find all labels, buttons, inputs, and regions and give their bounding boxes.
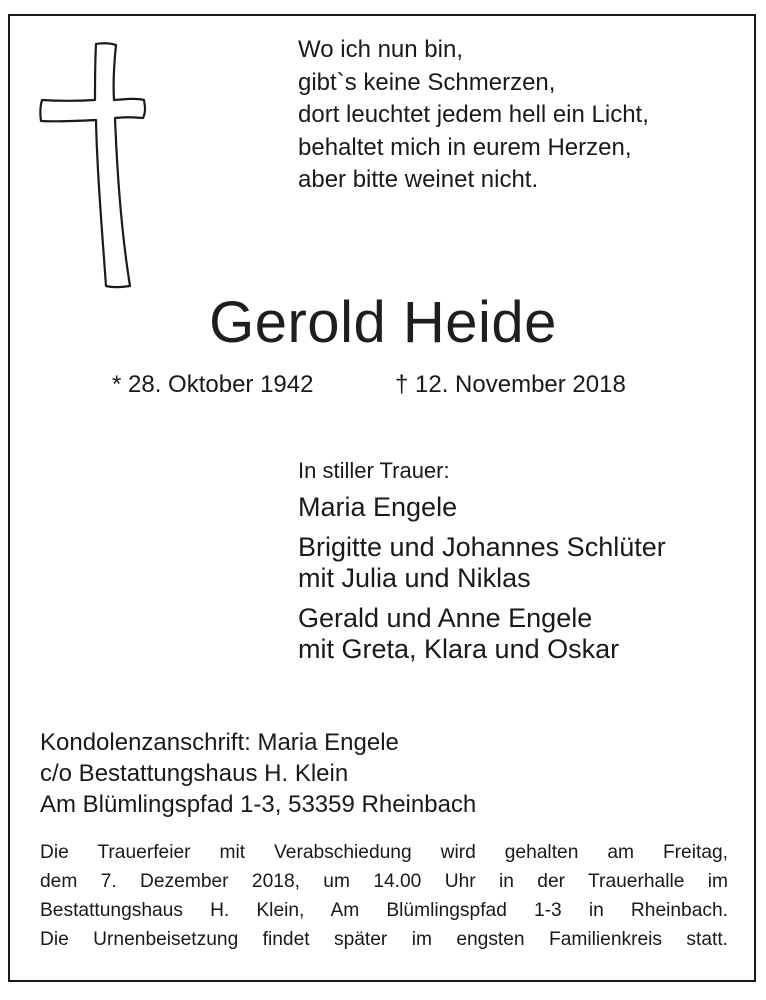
funeral-notice bbox=[40, 838, 728, 954]
cross-icon bbox=[38, 40, 148, 290]
deceased-name: Gerold Heide bbox=[209, 290, 557, 355]
address-line: Am Blümlingspfad 1-3, 53359 Rheinbach bbox=[40, 791, 477, 818]
mourner-line: Gerald und Anne Engele bbox=[298, 603, 593, 633]
poem-line: Wo ich nun bin, bbox=[298, 36, 463, 63]
poem-line: behaltet mich in eurem Herzen, bbox=[298, 133, 632, 161]
mourners-heading: In stiller Trauer: bbox=[298, 458, 450, 483]
poem-line: gibt`s keine Schmerzen, bbox=[298, 68, 556, 96]
mourner-group bbox=[298, 492, 666, 523]
mourner-line: mit Julia und Niklas bbox=[298, 563, 531, 593]
mourner-line: mit Greta, Klara und Oskar bbox=[298, 634, 620, 664]
condolence-address bbox=[40, 727, 476, 820]
poem-line: dort leuchtet jedem hell ein Licht, bbox=[298, 101, 649, 128]
mourner-group bbox=[298, 603, 666, 665]
notice-line: Bestattungshaus H. Klein, Am Blümlingspfad 1-3 in Rheinbach. bbox=[40, 900, 728, 921]
poem bbox=[298, 34, 649, 197]
address-line: c/o Bestattungshaus H. Klein bbox=[40, 760, 349, 787]
mourner-line: Maria Engele bbox=[298, 492, 458, 522]
notice-line: dem 7. Dezember 2018, um 14.00 Uhr in der Trauerhalle im bbox=[40, 871, 728, 892]
poem-line: aber bitte weinet nicht. bbox=[298, 166, 539, 193]
address-line: Kondolenzanschrift: Maria Engele bbox=[40, 729, 399, 756]
death-date: † 12. November 2018 bbox=[395, 371, 626, 398]
mourner-line: Brigitte und Johannes Schlüter bbox=[298, 532, 666, 562]
notice-line: Die Trauerfeier mit Verabschiedung wird gehalten am Freitag, bbox=[40, 842, 728, 863]
mourner-group bbox=[298, 532, 666, 594]
notice-line: Die Urnenbeisetzung findet später im engsten Familienkreis statt. bbox=[40, 929, 728, 950]
birth-date: * 28. Oktober 1942 bbox=[112, 371, 314, 398]
mourners bbox=[298, 456, 666, 674]
